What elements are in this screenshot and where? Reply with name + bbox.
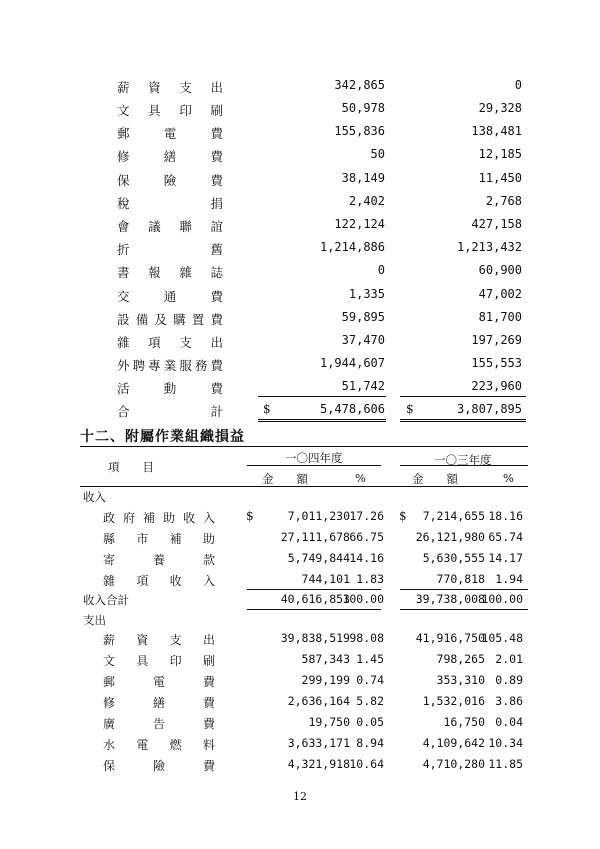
value-prior-year: 81,700 [478, 310, 522, 324]
row-label: 折舊 [117, 242, 223, 257]
amount-current: 39,838,519 [280, 631, 350, 645]
percent-current: 5.82 [356, 694, 384, 708]
value-prior-year: 155,553 [471, 356, 522, 370]
value-current-year: 1,335 [348, 287, 385, 301]
table-row [0, 551, 600, 573]
percent-prior: 10.34 [488, 736, 523, 750]
amount-current: 3,633,171 [287, 736, 350, 750]
total-prior-year: 3,807,895 [456, 402, 522, 416]
table-row [0, 78, 600, 101]
subtotal-rule [400, 396, 526, 397]
income-heading: 收入 [83, 490, 106, 504]
header-top-rule [80, 446, 528, 447]
percent-prior: 0.04 [495, 715, 523, 729]
value-prior-year: 2,768 [485, 194, 522, 208]
amount-current: 4,321,918 [287, 757, 350, 771]
value-prior-year: 1,213,432 [456, 240, 522, 254]
table-row [0, 147, 600, 170]
header-amount: 金 額 [412, 472, 458, 486]
row-label: 交通費 [117, 289, 223, 304]
row-label: 稅捐 [117, 196, 223, 211]
table-row [0, 194, 600, 217]
percent-current: 10.64 [349, 757, 384, 771]
row-label: 寄養款 [103, 553, 215, 567]
percent-prior: 18.16 [488, 509, 523, 523]
row-label: 設備及購置費 [117, 312, 223, 327]
percent-current: 14.16 [349, 551, 384, 565]
amount-prior: 4,109,642 [422, 736, 485, 750]
page-number: 12 [293, 790, 307, 803]
amount-current: 7,011,230 [287, 509, 350, 523]
table-row [0, 509, 600, 531]
row-label: 薪資支出 [117, 80, 223, 95]
value-current-year: 0 [377, 263, 385, 277]
subtotal-rule [247, 589, 381, 590]
header-amount: 金 額 [262, 472, 308, 486]
section-title: 十二、附屬作業組織損益 [80, 429, 245, 445]
table-row [0, 736, 600, 758]
currency-symbol: $ [246, 509, 254, 523]
table-row [0, 652, 600, 674]
percent-current: 1.45 [356, 652, 384, 666]
income-total-label: 收入合計 [83, 593, 129, 607]
percent-current: 0.74 [356, 673, 384, 687]
row-label: 政府補助收入 [103, 511, 215, 525]
value-prior-year: 138,481 [471, 124, 522, 138]
table-row [0, 124, 600, 147]
amount-current: 299,199 [301, 673, 350, 687]
subtotal-rule [400, 589, 528, 590]
percent-current: 8.94 [356, 736, 384, 750]
table-row [0, 379, 600, 402]
amount-current: 19,750 [308, 715, 350, 729]
amount-current: 587,343 [301, 652, 350, 666]
row-label: 廣告費 [103, 717, 215, 731]
value-prior-year: 47,002 [478, 287, 522, 301]
value-prior-year: 29,328 [478, 101, 522, 115]
amount-prior: 798,265 [436, 652, 485, 666]
percent-prior: 105.48 [481, 631, 523, 645]
row-label: 薪資支出 [103, 633, 215, 647]
amount-prior: 39,738,008 [415, 592, 485, 606]
row-label: 外聘專業服務費 [117, 358, 223, 373]
percent-prior: 1.94 [495, 572, 523, 586]
value-current-year: 50,978 [341, 101, 385, 115]
amount-current: 744,101 [301, 572, 350, 586]
table-row [0, 217, 600, 240]
amount-prior: 26,121,980 [415, 530, 485, 544]
amount-prior: 4,710,280 [422, 757, 485, 771]
amount-prior: 353,310 [436, 673, 485, 687]
table-row [0, 572, 600, 594]
percent-prior: 0.89 [495, 673, 523, 687]
table-row [0, 673, 600, 695]
header-percent: % [503, 471, 514, 485]
value-prior-year: 197,269 [471, 333, 522, 347]
percent-prior: 2.01 [495, 652, 523, 666]
value-current-year: 38,149 [341, 171, 385, 185]
value-current-year: 51,742 [341, 379, 385, 393]
amount-prior: 41,916,750 [415, 631, 485, 645]
subtotal-rule [258, 396, 386, 397]
row-label: 郵電費 [117, 126, 223, 141]
header-year-rule [247, 465, 381, 466]
row-label: 保險費 [117, 173, 223, 188]
amount-current: 2,636,164 [287, 694, 350, 708]
currency-symbol: $ [399, 509, 407, 523]
table-row [0, 356, 600, 379]
table-row [0, 287, 600, 310]
value-prior-year: 60,900 [478, 263, 522, 277]
percent-current: 66.75 [349, 530, 384, 544]
total-current-year: 5,478,606 [319, 402, 385, 416]
header-bottom-rule [80, 486, 528, 487]
row-label: 縣市補助 [103, 532, 215, 546]
value-prior-year: 223,960 [471, 379, 522, 393]
row-label: 郵電費 [103, 675, 215, 689]
total-double-rule [400, 419, 526, 422]
amount-prior: 16,750 [443, 715, 485, 729]
total-label: 合計 [117, 404, 223, 419]
amount-current: 40,616,853 [280, 592, 350, 606]
amount-prior: 770,818 [436, 572, 485, 586]
row-label: 水電燃料 [103, 738, 215, 752]
row-label: 修繕費 [103, 696, 215, 710]
total-rule [247, 609, 381, 610]
table-row [0, 240, 600, 263]
row-label: 修繕費 [117, 149, 223, 164]
row-label: 保險費 [103, 759, 215, 773]
percent-current: 100.00 [342, 592, 384, 606]
percent-prior: 100.00 [481, 592, 523, 606]
header-year-prior: 一〇三年度 [434, 453, 492, 467]
income-total-row [0, 592, 600, 614]
row-label: 雜項支出 [117, 335, 223, 350]
value-prior-year: 427,158 [471, 217, 522, 231]
value-current-year: 2,402 [348, 194, 385, 208]
percent-prior: 3.86 [495, 694, 523, 708]
value-current-year: 59,895 [341, 310, 385, 324]
percent-current: 98.08 [349, 631, 384, 645]
row-label: 雜項收入 [103, 574, 215, 588]
amount-prior: 7,214,655 [422, 509, 485, 523]
table-row [0, 715, 600, 737]
table-row [0, 171, 600, 194]
value-prior-year: 12,185 [478, 147, 522, 161]
header-item: 項 目 [108, 460, 154, 474]
table-row [0, 310, 600, 333]
expense-heading: 支出 [83, 613, 106, 627]
total-double-rule [258, 419, 386, 422]
percent-current: 0.05 [356, 715, 384, 729]
value-prior-year: 11,450 [478, 171, 522, 185]
row-label: 文具印刷 [117, 103, 223, 118]
table-row [0, 101, 600, 124]
percent-prior: 11.85 [488, 757, 523, 771]
total-rule [400, 609, 528, 610]
amount-prior: 5,630,555 [422, 551, 485, 565]
row-label: 書報雜誌 [117, 265, 223, 280]
header-year-rule [400, 465, 528, 466]
value-current-year: 50 [370, 147, 385, 161]
value-prior-year: 0 [514, 78, 522, 92]
row-label: 會議聯誼 [117, 219, 223, 234]
value-current-year: 122,124 [334, 217, 385, 231]
table-row [0, 757, 600, 779]
table-row [0, 263, 600, 286]
currency-symbol: $ [406, 402, 414, 416]
table-row [0, 333, 600, 356]
amount-current: 27,111,678 [280, 530, 350, 544]
amount-prior: 1,532,016 [422, 694, 485, 708]
row-label: 活動費 [117, 381, 223, 396]
percent-current: 17.26 [349, 509, 384, 523]
value-current-year: 1,944,607 [319, 356, 385, 370]
row-label: 文具印刷 [103, 654, 215, 668]
currency-symbol: $ [263, 402, 271, 416]
table-row [0, 530, 600, 552]
amount-current: 5,749,844 [287, 551, 350, 565]
header-percent: % [355, 471, 366, 485]
value-current-year: 155,836 [334, 124, 385, 138]
table-row [0, 631, 600, 653]
value-current-year: 1,214,886 [319, 240, 385, 254]
percent-current: 1.83 [356, 572, 384, 586]
value-current-year: 342,865 [334, 78, 385, 92]
header-year-current: 一〇四年度 [285, 451, 343, 465]
percent-prior: 14.17 [488, 551, 523, 565]
table-row [0, 694, 600, 716]
value-current-year: 37,470 [341, 333, 385, 347]
percent-prior: 65.74 [488, 530, 523, 544]
